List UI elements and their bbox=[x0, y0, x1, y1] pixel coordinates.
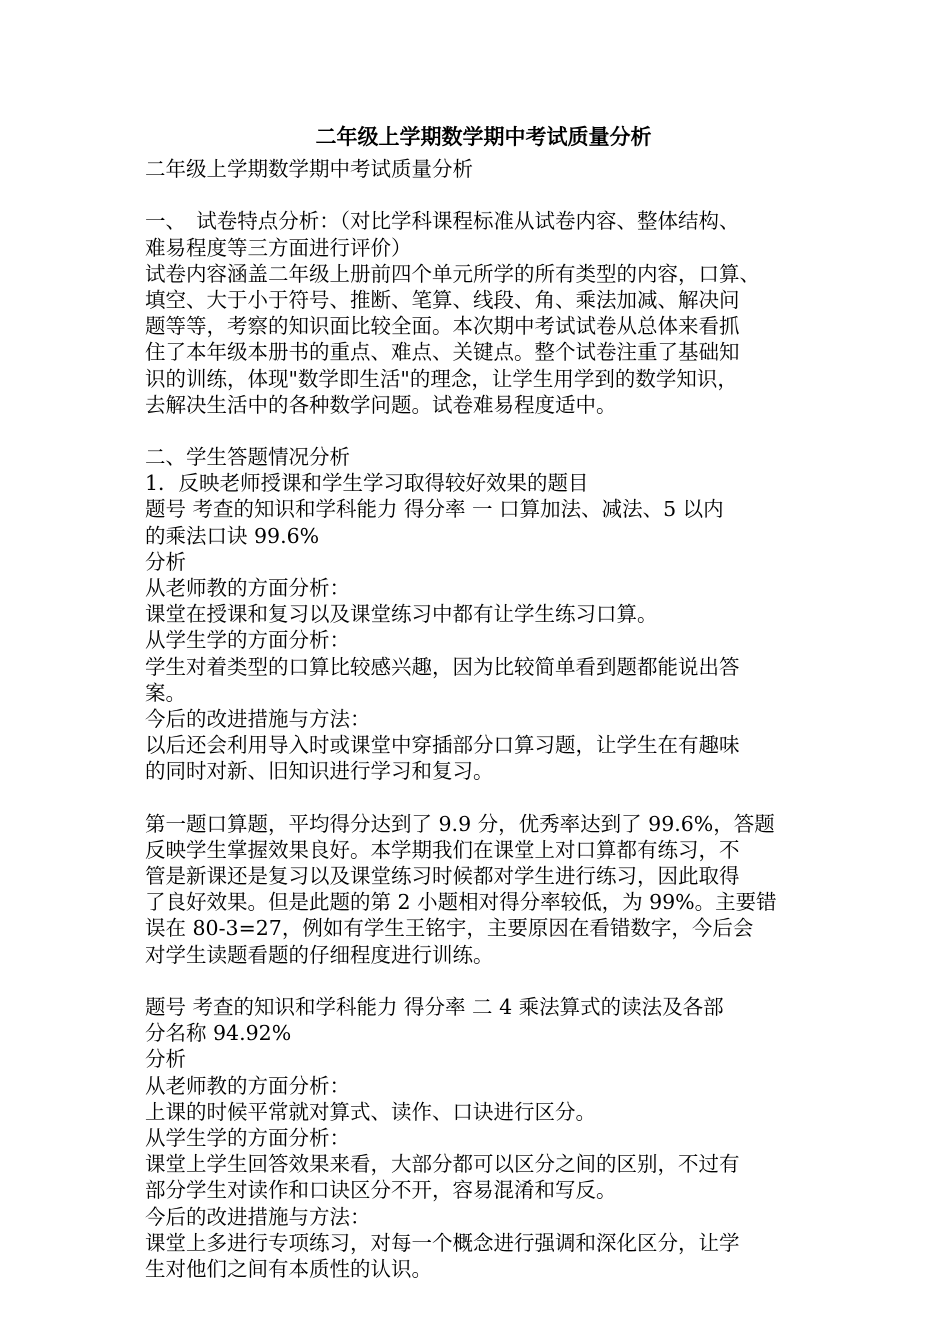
text-line: 去解决生活中的各种数学问题。试卷难易程度适中。 bbox=[145, 392, 617, 417]
blank-line bbox=[145, 418, 810, 444]
text-line: 从学生学的方面分析： bbox=[145, 628, 350, 653]
text-line: 课堂在授课和复习以及课堂练习中都有让学生练习口算。 bbox=[145, 602, 658, 627]
text-line: 从老师教的方面分析： bbox=[145, 1073, 350, 1098]
text-line: 识的训练，体现"数学即生活"的理念，让学生用学到的数学知识， bbox=[145, 366, 738, 391]
text-line: 填空、大于小于符号、推断、笔算、线段、角、乘法加减、解决问 bbox=[145, 287, 740, 312]
text-line: 分析 bbox=[145, 1047, 186, 1072]
text-line: 今后的改进措施与方法： bbox=[145, 706, 371, 731]
text-line: 的乘法口诀 99.6% bbox=[145, 523, 320, 548]
text-line: 案。 bbox=[145, 680, 186, 705]
text-line: 今后的改进措施与方法： bbox=[145, 1204, 371, 1229]
text-line: 分名称 94.92% bbox=[145, 1021, 292, 1046]
text-line: 反映学生掌握效果良好。本学期我们在课堂上对口算都有练习，不 bbox=[145, 837, 740, 862]
blank-line bbox=[145, 785, 810, 811]
text-line: 二年级上学期数学期中考试质量分析 bbox=[145, 157, 473, 181]
text-line: 对学生读题看题的仔细程度进行训练。 bbox=[145, 942, 494, 967]
text-line: 的同时对新、旧知识进行学习和复习。 bbox=[145, 759, 494, 784]
text-line: 二、学生答题情况分析 bbox=[145, 445, 350, 470]
text-line: 题号 考查的知识和学科能力 得分率 二 4 乘法算式的读法及各部 bbox=[145, 995, 724, 1019]
text-line: 住了本年级本册书的重点、难点、关键点。整个试卷注重了基础知 bbox=[145, 340, 740, 365]
text-line: 管是新课还是复习以及课堂练习时候都对学生进行练习，因此取得 bbox=[145, 864, 740, 889]
document-title: 二年级上学期数学期中考试质量分析 bbox=[315, 124, 652, 149]
text-line: 1．反映老师授课和学生学习取得较好效果的题目 bbox=[145, 471, 589, 496]
document-body bbox=[145, 156, 810, 1282]
text-line: 了良好效果。但是此题的第 2 小题相对得分率较低，为 99%。主要错 bbox=[145, 890, 777, 915]
blank-line bbox=[145, 182, 810, 208]
text-line: 误在 80-3=27，例如有学生王铭宇，主要原因在看错数字，今后会 bbox=[145, 916, 754, 941]
text-line: 第一题口算题，平均得分达到了 9.9 分，优秀率达到了 99.6%，答题 bbox=[145, 811, 775, 836]
text-line: 课堂上多进行专项练习，对每一个概念进行强调和深化区分，让学 bbox=[145, 1230, 740, 1255]
text-line: 从老师教的方面分析： bbox=[145, 576, 350, 600]
text-line: 题号 考查的知识和学科能力 得分率 一 口算加法、减法、5 以内 bbox=[145, 497, 724, 522]
text-line: 学生对着类型的口算比较感兴趣，因为比较简单看到题都能说出答 bbox=[145, 654, 740, 679]
text-line: 课堂上学生回答效果来看，大部分都可以区分之间的区别，不过有 bbox=[145, 1152, 740, 1177]
text-line: 一、 试卷特点分析：（对比学科课程标准从试卷内容、整体结构、 bbox=[145, 209, 740, 234]
document-page bbox=[145, 118, 810, 1282]
text-line: 部分学生对读作和口诀区分不开，容易混淆和写反。 bbox=[145, 1178, 617, 1203]
text-line: 生对他们之间有本质性的认识。 bbox=[145, 1256, 432, 1281]
text-line: 从学生学的方面分析： bbox=[145, 1125, 350, 1150]
text-line: 难易程度等三方面进行评价） bbox=[145, 235, 412, 260]
text-line: 上课的时候平常就对算式、读作、口诀进行区分。 bbox=[145, 1099, 596, 1124]
text-line: 分析 bbox=[145, 549, 186, 574]
text-line: 以后还会利用导入时或课堂中穿插部分口算习题，让学生在有趣味 bbox=[145, 733, 740, 758]
text-line: 题等等，考察的知识面比较全面。本次期中考试试卷从总体来看抓 bbox=[145, 314, 740, 339]
text-line: 试卷内容涵盖二年级上册前四个单元所学的所有类型的内容，口算、 bbox=[145, 261, 760, 286]
blank-line bbox=[145, 968, 810, 994]
